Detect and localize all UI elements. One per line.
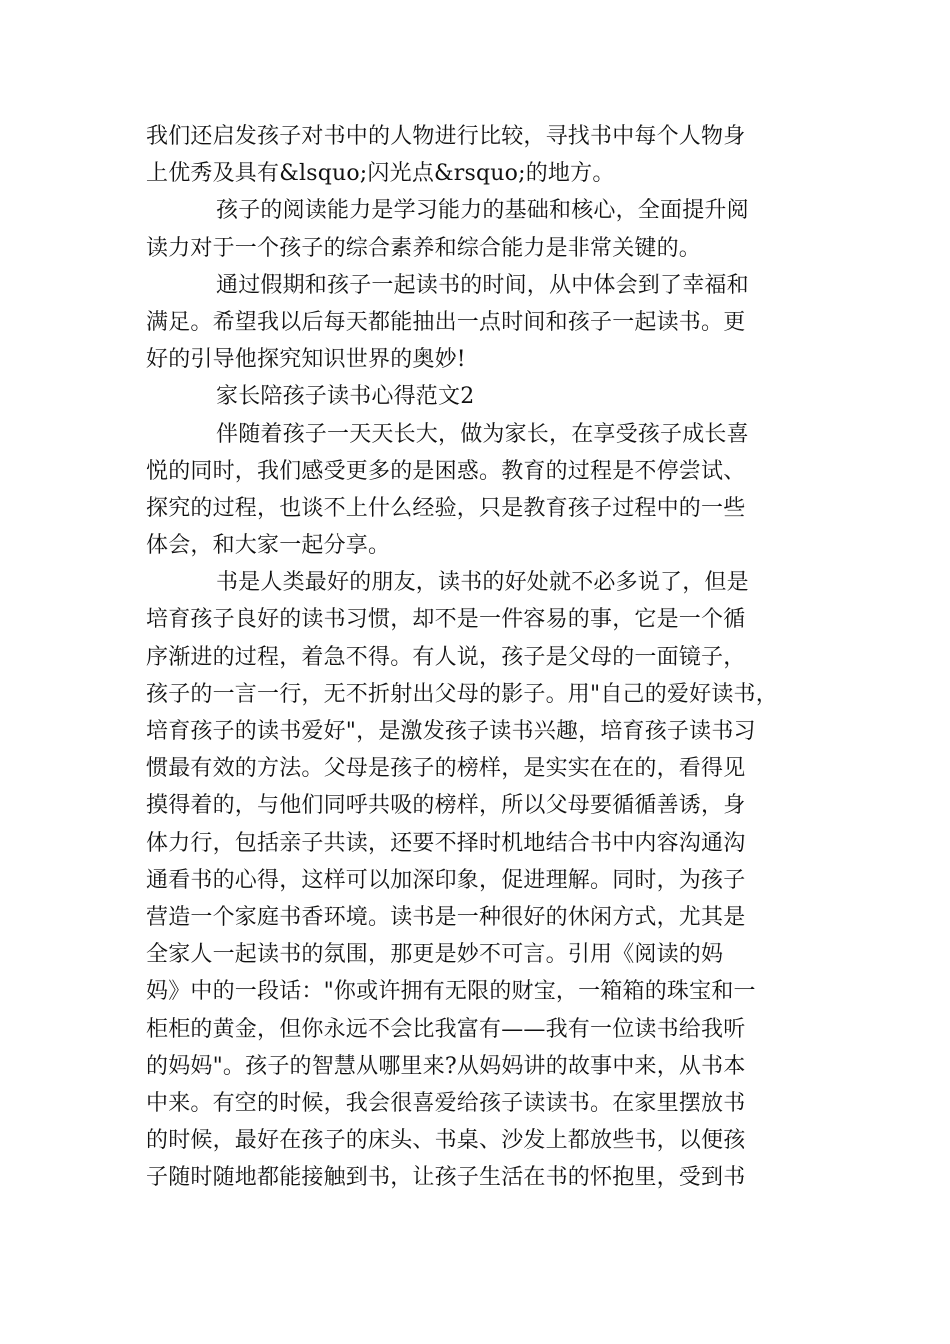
text-line: 好的引导他探究知识世界的奥妙! <box>146 347 466 373</box>
text-line: 读力对于一个孩子的综合素养和综合能力是非常关键的。 <box>146 235 702 261</box>
text-line: 孩子的一言一行，无不折射出父母的影子。用"自己的爱好读书， <box>146 681 778 707</box>
text-line: 妈》中的一段话："你或许拥有无限的财宝，一箱箱的珠宝和一 <box>146 979 756 1005</box>
text-line: 柜柜的黄金，但你永远不会比我富有——我有一位读书给我听 <box>146 1016 746 1042</box>
document-body <box>146 118 806 1196</box>
text-line: 伴随着孩子一天天长大，做为家长，在享受孩子成长喜 <box>216 421 749 447</box>
text-line: 通看书的心得，这样可以加深印象，促进理解。同时，为孩子 <box>146 867 746 893</box>
text-line: 书是人类最好的朋友，读书的好处就不必多说了，但是 <box>216 570 749 596</box>
text-line: 的妈妈"。孩子的智慧从哪里来?从妈妈讲的故事中来，从书本 <box>146 1053 746 1079</box>
text-line: 的时候，最好在孩子的床头、书桌、沙发上都放些书，以便孩 <box>146 1128 746 1154</box>
text-line: 我们还启发孩子对书中的人物进行比较，寻找书中每个人物身 <box>146 124 746 149</box>
text-line: 孩子的阅读能力是学习能力的基础和核心，全面提升阅 <box>216 198 749 224</box>
text-line: 序渐进的过程，着急不得。有人说，孩子是父母的一面镜子， <box>146 644 746 670</box>
text-line: 摸得着的，与他们同呼共吸的榜样，所以父母要循循善诱，身 <box>146 793 746 819</box>
text-line: 培育孩子良好的读书习惯，却不是一件容易的事，它是一个循 <box>146 607 746 633</box>
text-line: 全家人一起读书的氛围，那更是妙不可言。引用《阅读的妈 <box>146 942 724 968</box>
text-line: 体力行，包括亲子共读，还要不择时机地结合书中内容沟通沟 <box>146 830 746 856</box>
text-line: 子随时随地都能接触到书，让孩子生活在书的怀抱里，受到书 <box>146 1165 746 1191</box>
text-line: 家长陪孩子读书心得范文2 <box>216 384 475 410</box>
text-line: 上优秀及具有&lsquo;闪光点&rsquo;的地方。 <box>146 161 615 187</box>
text-line: 培育孩子的读书爱好"，是激发孩子读书兴趣，培育孩子读书习 <box>146 719 756 744</box>
text-line: 惯最有效的方法。父母是孩子的榜样，是实实在在的，看得见 <box>146 756 746 782</box>
text-line: 悦的同时，我们感受更多的是困惑。教育的过程是不停尝试、 <box>146 458 746 484</box>
text-line: 中来。有空的时候，我会很喜爱给孩子读读书。在家里摆放书 <box>146 1090 746 1116</box>
text-line: 体会，和大家一起分享。 <box>146 533 391 559</box>
text-line: 营造一个家庭书香环境。读书是一种很好的休闲方式，尤其是 <box>146 904 746 930</box>
text-line: 探究的过程，也谈不上什么经验，只是教育孩子过程中的一些 <box>146 495 746 521</box>
text-line: 通过假期和孩子一起读书的时间，从中体会到了幸福和 <box>216 272 749 298</box>
text-line: 满足。希望我以后每天都能抽出一点时间和孩子一起读书。更 <box>146 309 746 335</box>
